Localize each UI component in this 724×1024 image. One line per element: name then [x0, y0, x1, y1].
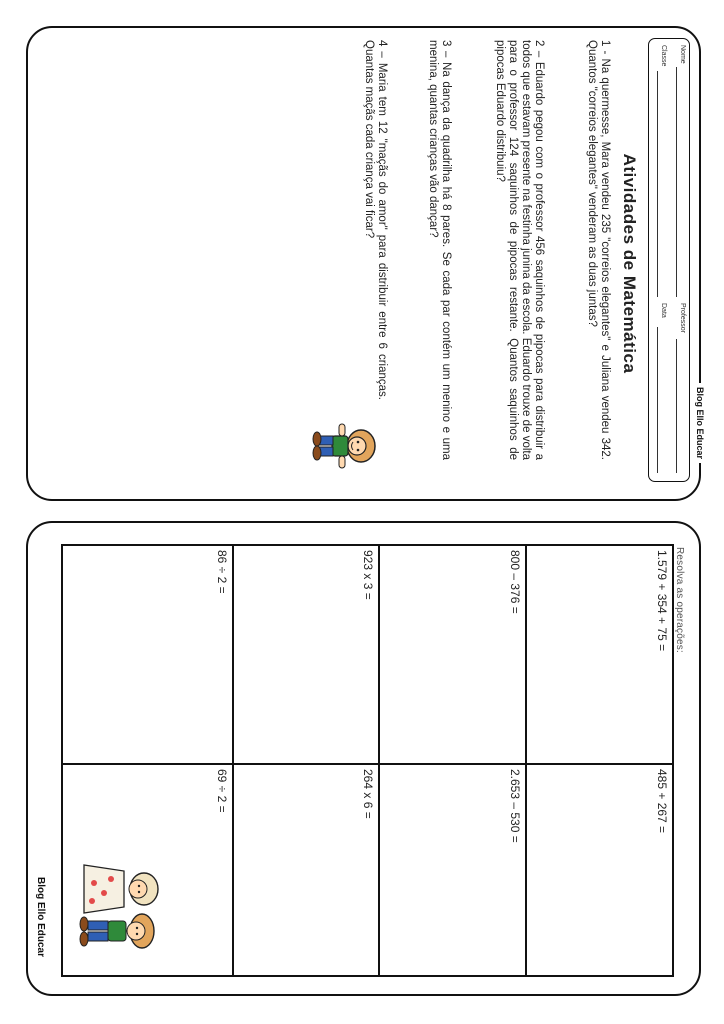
operation-cell: 800 – 376 = — [508, 550, 522, 614]
header-box — [648, 38, 690, 482]
cartoon-boy-icon — [311, 410, 381, 482]
grid-divider — [378, 546, 380, 975]
class-line — [657, 71, 658, 297]
question-4: 4 – Maria tem 12 "maçãs do amor" para distribuir entre 6 crianças. Quantas maçãs cada criança vai ficar? — [363, 40, 388, 400]
operations-instruction: Resolva as operações: — [674, 547, 685, 653]
grid-divider — [232, 546, 234, 975]
operation-cell: 1.579 + 354 + 75 = — [655, 550, 669, 652]
brand-label: Blog Ello Educar — [695, 383, 705, 463]
teacher-label: Professor — [679, 303, 686, 333]
brand-label: Blog Ello Educar — [35, 873, 46, 961]
operation-cell: 923 x 3 = — [361, 550, 375, 600]
grid-divider — [525, 546, 527, 975]
question-1: 1 - Na quermesse, Mara vendeu 235 "correios elegantes" e Juliana vendeu 342. Quantos "correios elegantes" venderam as duas juntas? — [586, 40, 611, 460]
operation-cell: 2.653 – 530 = — [508, 769, 522, 843]
operation-cell: 485 + 267 = — [655, 769, 669, 834]
activities-panel — [26, 26, 705, 501]
name-line — [676, 67, 677, 297]
name-label: Nome — [679, 45, 686, 64]
class-label: Classe — [660, 45, 667, 67]
date-label: Data — [660, 303, 667, 318]
teacher-line — [676, 339, 677, 473]
grid-divider — [63, 763, 672, 765]
page-title: Atividades de Matemática — [620, 153, 639, 374]
date-line — [657, 327, 658, 473]
cartoon-couple-icon — [68, 861, 166, 961]
question-2: 2 – Eduardo pegou com o professor 456 saquinhos de pipocas para distribuir a todos que estavam presente na festinha junina da escola. Eduardo trouxe de volta para o professor 124 saquinhos de pipocas restante. Quantos saquinhos de pipocas Eduardo distribuiu? — [494, 40, 545, 460]
operation-cell: 69 ÷ 2 = — [215, 769, 229, 813]
operation-cell: 264 x 6 = — [361, 769, 375, 819]
question-3: 3 – Na dança da quadrilha há 8 pares. Se cada par contém um menino e uma menina, quantas crianças vão dançar? — [427, 40, 452, 460]
operations-panel — [26, 521, 701, 996]
operation-cell: 86 ÷ 2 = — [215, 550, 229, 594]
